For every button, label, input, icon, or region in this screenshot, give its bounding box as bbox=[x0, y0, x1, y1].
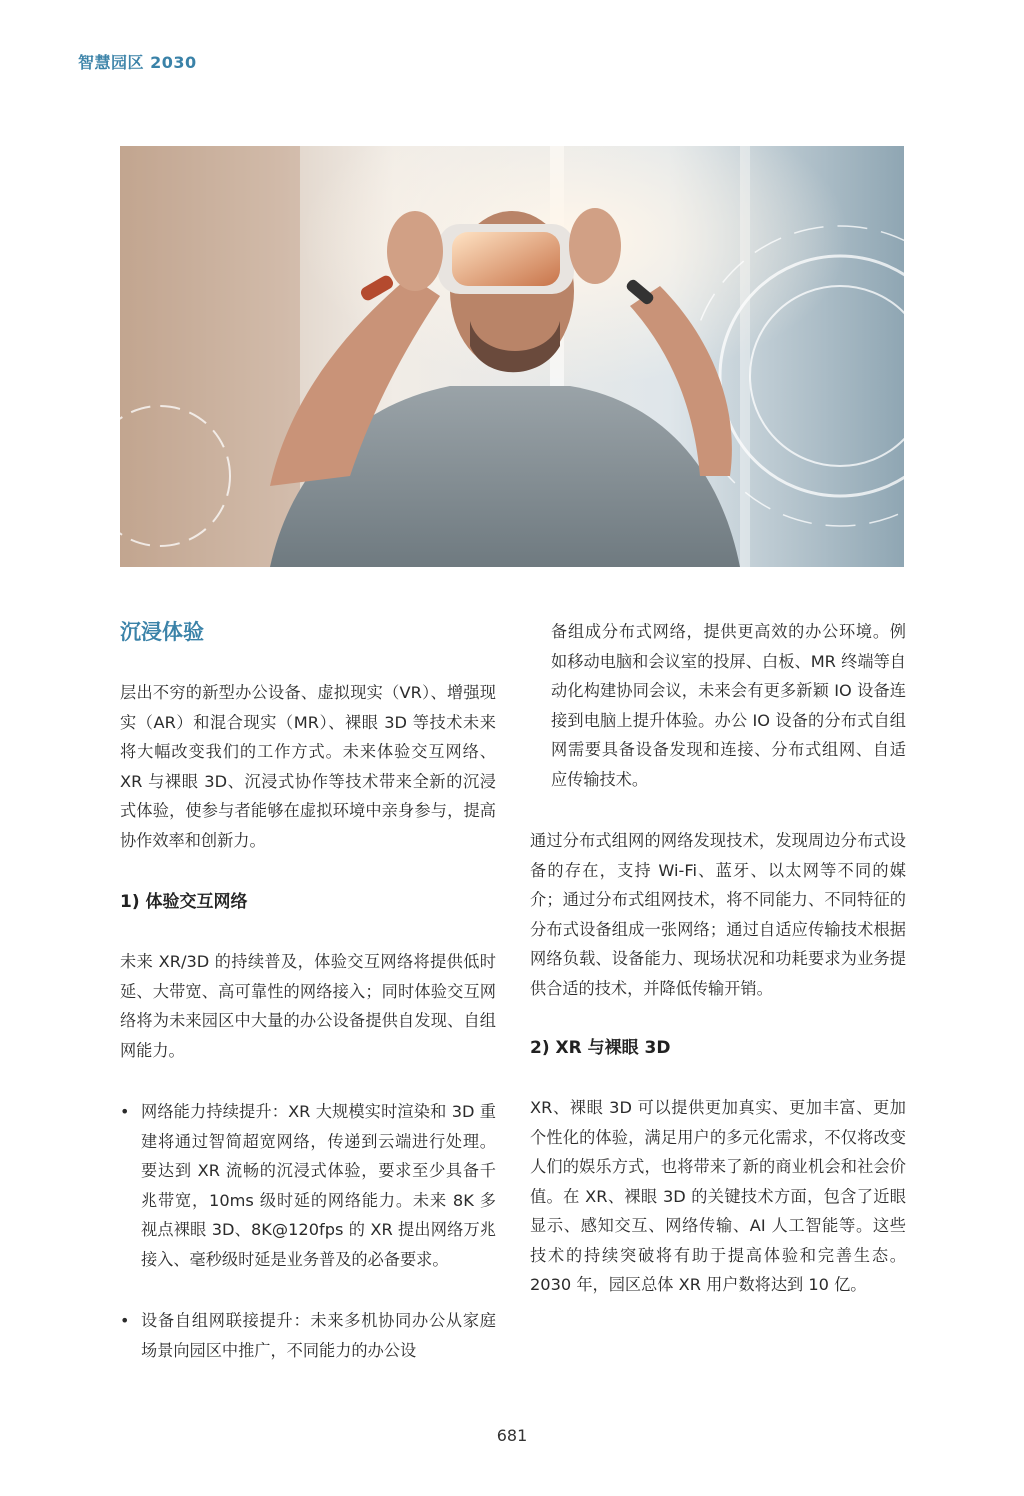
bullet-item-device bbox=[120, 1306, 496, 1365]
intro-paragraph: 层出不穷的新型办公设备、虚拟现实（VR）、增强现实（AR）和混合现实（MR）、裸眼 3D 等技术未来将大幅改变我们的工作方式。未来体验交互网络、XR 与裸眼 3D、沉浸式协作等技术带来全新的沉浸式体验，使参与者能够在虚拟环境中亲身参与，提高协作效率和创新力。 bbox=[120, 683, 496, 850]
bullet-dot: • bbox=[120, 1311, 130, 1330]
section-title: 沉浸体验 bbox=[120, 620, 204, 644]
subsection-title-1: 1) 体验交互网络 bbox=[120, 892, 248, 912]
subsection-paragraph-1: 未来 XR/3D 的持续普及，体验交互网络将提供低时延、大带宽、高可靠性的网络接入；同时体验交互网络将为未来园区中大量的办公设备提供自发现、自组网能力。 bbox=[120, 952, 496, 1060]
running-header: 智慧园区 2030 bbox=[78, 53, 197, 72]
bullet-item-network bbox=[120, 1097, 496, 1274]
bullet-dot: • bbox=[120, 1102, 130, 1121]
page-number: 681 bbox=[496, 1426, 528, 1445]
subsection-title-2: 2) XR 与裸眼 3D bbox=[530, 1038, 671, 1058]
bullet-text: 设备自组网联接提升：未来多机协同办公从家庭场景向园区中推广，不同能力的办公设 bbox=[141, 1311, 496, 1360]
paragraph-distributed-networking: 通过分布式组网的网络发现技术，发现周边分布式设备的存在，支持 Wi-Fi、蓝牙、以太网等不同的媒介；通过分布式组网技术，将不同能力、不同特征的分布式设备组成一张网络；通过自适应传输技术根据网络负载、设备能力、现场状况和功耗要求为业务提供合适的技术，并降低传输开销。 bbox=[530, 831, 906, 998]
left-column bbox=[120, 612, 496, 1365]
hero-image bbox=[120, 146, 904, 567]
subsection-paragraph-2: XR、裸眼 3D 可以提供更加真实、更加丰富、更加个性化的体验，满足用户的多元化需求，不仅将改变人们的娱乐方式，也将带来了新的商业机会和社会价值。在 XR、裸眼 3D 的关键技术方面，包含了近眼显示、感知交互、网络传输、AI 人工智能等。这些技术的持续突破将有助于提高体验和完善生态。2030 年，园区总体 XR 用户数将达到 10 亿。 bbox=[530, 1098, 906, 1294]
bullet-continuation: 备组成分布式网络，提供更高效的办公环境。例如移动电脑和会议室的投屏、白板、MR 终端等自动化构建协同会议，未来会有更多新颖 IO 设备连接到电脑上提升体验。办公 IO 设备的分布式自组网需要具备设备发现和连接、分布式组网、自适应传输技术。 bbox=[551, 622, 906, 789]
right-column bbox=[530, 617, 906, 1300]
bullet-text: 网络能力持续提升：XR 大规模实时渲染和 3D 重建将通过智简超宽网络，传递到云端进行处理。要达到 XR 流畅的沉浸式体验，要求至少具备千兆带宽，10ms 级时延的网络能力。未来 8K 多视点裸眼 3D、8K@120fps 的 XR 提出网络万兆接入、毫秒级时延是业务普及的必备要求。 bbox=[141, 1102, 496, 1269]
